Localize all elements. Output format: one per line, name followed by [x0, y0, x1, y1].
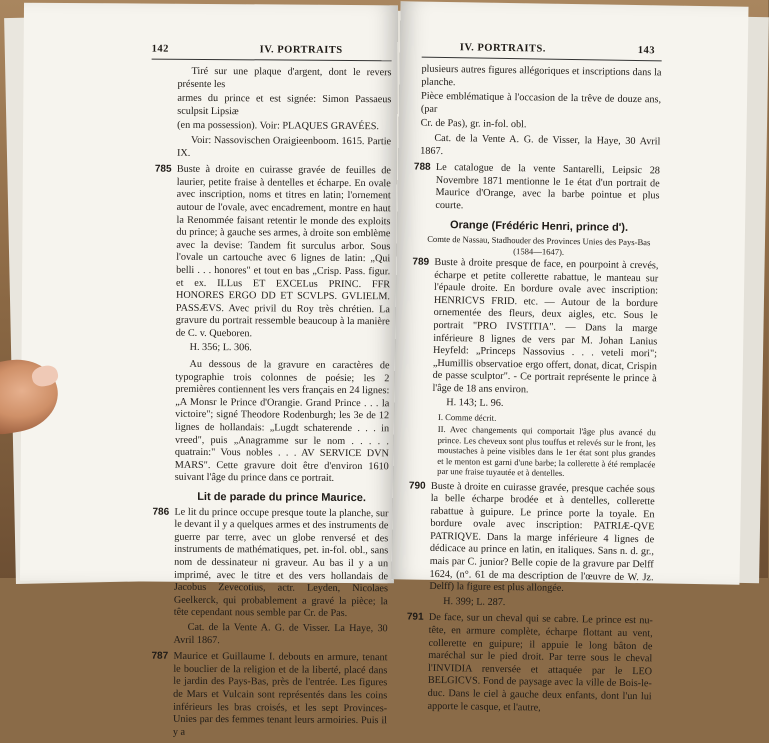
entry-number: 785	[154, 163, 172, 175]
entry-text: Buste à droite en cuirasse gravée de feuilles de laurier, petite fraise à dentelles et écharpe. En ovale avec inscription, noms et titres en latin; l'ornement autour de l'ovale, avec encadrement, montre en haut la Renommée faisant retentir le monde des exploits du prince; à gauche ses armes, à droite son emblème avec la devise: Tandem fit surculus arbor. Sous l'ovale un cartouche avec 6 lignes de latin: „Qui belli . . . honores" et tout en bas „Crisp. Pass. figur. et ex. ILLus ET EXCELus PRINC. FFR HONORES ERGO DD ET SCVLPS. GVLIELM. PASSÆVS. Avec privil du Roy très chrétien. La gravure du portrait ressemble beaucoup à la manière de C. v. Queboren.	[175, 163, 391, 340]
catalog-entry-785	[154, 163, 391, 342]
entry-text: Buste à droite presque de face, en pourpoint à crevés, écharpe et petite collerette rabattue, le manteau sur l'épaule droite. En bordure ovale avec inscription: HENRICVS FRID. etc. — Autour de la bordure ornementée des fleurs, deux aigles, etc. Sous le portrait "PRO IVSTITIA". — Dans la marge inférieure 8 lignes de vers par M. Johan Lanius Heyfeld: „Princeps Nassovius . . . veteli mori"; „Humillis observatioe ergo offert, donat, dicat, Crispin de passe sculptor". - Ce portrait représente le prince à l'âge de 18 ans environ.	[432, 256, 659, 396]
left-page-number: 142	[151, 43, 169, 55]
left-running-head: IV. PORTRAITS	[259, 44, 343, 56]
section-subheading: Comte de Nassau, Stadhouder des Provinces Unies des Pays-Bas (1584—1647).	[427, 233, 651, 257]
catalog-entry-788	[413, 161, 661, 216]
catalog-entry-789	[412, 256, 659, 399]
entry-text: Buste à droite en cuirasse gravée, presque cachée sous la belle écharpe brodée et à dentelles, collerette rabattue à guipure. Le prince porte la toyale. En bordure ovale avec inscription: PATRIÆ-QVE PATRIQVE. Dans la marge inférieure 4 lignes de dédicace au prince en latin, en italiques. Sans n. d. gr., mais par C. junior? Belle copie de la gravure par Delff 1624, (n°. 61 de ma description de l'œuvre de W. Jz. Delff) la figure est plus allongée.	[429, 480, 656, 595]
left-page	[20, 3, 398, 738]
intro-line: Cr. de Pas), gr. in-fol. obl.	[420, 118, 527, 131]
entry-text: Maurice et Guillaume I. debouts en armure, tenant le bouclier de la religion et de la liberté, placé dans le jardin des Pays-Bas, près de l'entrée. Les figures de Mars et Vulcain sont représentés dans les coins inférieurs les bras croisés, et les sept Provinces-Unies par des femmes tenant leurs armoiries. Puis il y a	[172, 650, 388, 738]
entry-number: 786	[152, 506, 170, 518]
intro-line: plusieurs autres figures allégoriques et inscriptions dans la planche.	[421, 63, 662, 88]
intro-line: Tiré sur une plaque d'argent, dont le revers présente les	[177, 65, 392, 90]
catalog-entry-791	[406, 611, 653, 717]
left-header-rule	[152, 59, 392, 62]
intro-line: Cat. de la Vente A. G. de Visser, la Haye, 30 Avril 1867.	[420, 132, 661, 157]
right-page	[391, 1, 748, 714]
state-note: II. Avec changements qui comportait l'âge plus avancé du prince. Les cheveux sont plus touffus et relevés sur le front, les moustaches à peine visibles dans le 1er état sont plus grandes et le menton est garni d'une barbe; la collerette à été remplacée par une fraise tuyautée et à dentelles.	[437, 424, 656, 479]
intro-line: Pièce emblématique à l'occasion de la trêve de douze ans, (par	[420, 90, 662, 115]
right-page-body	[406, 63, 662, 719]
intro-line: armes du prince et est signée: Simon Passaeus sculpsit Lipsiæ	[177, 92, 392, 117]
entry-size: H. 356; L. 306.	[189, 342, 252, 354]
catalog-entry-786	[152, 506, 389, 621]
right-page-number: 143	[637, 45, 656, 57]
entry-size: H. 143; L. 96.	[446, 397, 504, 410]
entry-number: 788	[413, 161, 431, 173]
entry-text: Le lit du prince occupe presque toute la planche, sur le devant il y a quelques armes et des instruments de guerre par terre, avec un globe renversé et des instruments de mathématiques, pet. in-fol. obl., sans nom de dessinateur ni graveur. Au bas il y a un imprimé, avec le titre et des vers hollandais de Jacobus Zevecotius, actr. Leyden, Nicolaes Geelkerck, qui probablement a gravé la pièce; la tête cependant nous semble par Cr. de Pas.	[173, 506, 389, 620]
intro-line: (en ma possession). Voir: PLAQUES GRAVÉES.	[177, 120, 379, 133]
right-header-rule	[422, 57, 662, 62]
entry-text: Le catalogue de la vente Santarelli, Leipsic 28 Novembre 1871 mentionne le 1e état d'un portrait de Maurice d'Orange, avec la barbe pointue et plus courte.	[435, 162, 661, 212]
section-heading: Lit de parade du prince Maurice.	[197, 490, 366, 505]
entry-number: 787	[151, 650, 169, 662]
catalog-entry-787	[151, 650, 388, 741]
entry-number: 790	[408, 479, 426, 492]
entry-number: 789	[412, 256, 430, 268]
intro-line: Voir: Nassovischen Oraigieenboom. 1615. Partie IX.	[176, 134, 392, 159]
state-note: I. Comme décrit.	[437, 412, 497, 423]
right-running-head: IV. PORTRAITS.	[459, 42, 547, 55]
paragraph: Au dessous de la gravure en caractères de typographie trois colonnes de poésie; les 2 premières contiennent les vers français en 24 lignes: „A Monsr le Prince d'Orangie. Grand Prince . . . la victoire"; signé Theodore Rodenburgh; les 3e de 12 lignes de hollandais: „Lugdt schaterende . . . in vreed", puis „Anagramme sur le nom . . . . . quatrain:" Vous nobles . . . AV SERVICE DVN MARS". Cette gravure doit être d'environ 1610 suivant l'âge du prince dans ce portrait.	[174, 358, 390, 485]
entry-size: H. 399; L. 287.	[443, 595, 506, 608]
section-heading: Orange (Frédéric Henri, prince d').	[449, 218, 629, 234]
entry-sale: Cat. de la Vente A. G. de Visser. La Haye, 30 Avril 1867.	[173, 621, 388, 646]
entry-text: De face, sur un cheval qui se cabre. Le prince est nu-tête, en armure complète, écharpe flottant au vent, collerette en guipure; il appuie le long bâton de maréchal sur le pied droit. Par terre sous le cheval l'INVIDIA renversée et attaquée par le LEO BELGICVS. Fond de paysage avec la ville de Bois-le-duc. Dans le ciel à gauche deux enfants, dont l'un lui apporte le casque, et l'autre,	[427, 612, 653, 714]
entry-number: 791	[406, 611, 424, 624]
left-page-body	[151, 65, 392, 743]
catalog-entry-790	[408, 479, 656, 597]
